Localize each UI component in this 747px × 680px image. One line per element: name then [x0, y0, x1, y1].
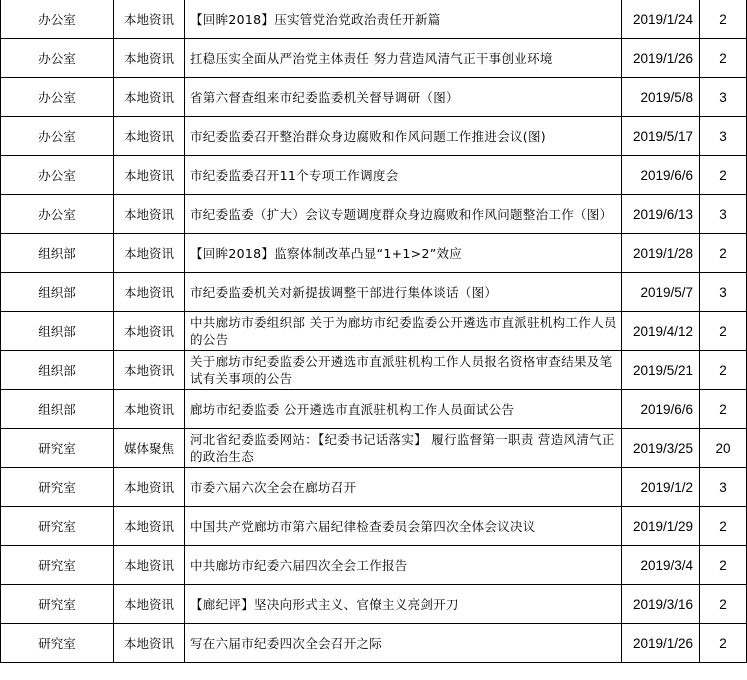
- department-cell: 组织部: [1, 312, 114, 351]
- department-cell: 研究室: [1, 585, 114, 624]
- category-cell: 本地资讯: [114, 195, 185, 234]
- title-cell: 市纪委监委（扩大）会议专题调度群众身边腐败和作风问题整治工作（图）: [185, 195, 622, 234]
- date-cell: 2019/6/6: [622, 390, 700, 429]
- count-cell: 2: [700, 351, 747, 390]
- title-cell: 【回眸2018】压实管党治党政治责任开新篇: [185, 0, 622, 39]
- table-row: [1, 39, 747, 78]
- table-row: [1, 468, 747, 507]
- count-cell: 2: [700, 234, 747, 273]
- count-cell: 2: [700, 0, 747, 39]
- count-cell: 3: [700, 195, 747, 234]
- table-row: [1, 0, 747, 39]
- title-cell: 市纪委监委召开整治群众身边腐败和作风问题工作推进会议(图): [185, 117, 622, 156]
- category-cell: 本地资讯: [114, 312, 185, 351]
- department-cell: 组织部: [1, 390, 114, 429]
- count-cell: 2: [700, 390, 747, 429]
- department-cell: 研究室: [1, 468, 114, 507]
- count-cell: 3: [700, 117, 747, 156]
- category-cell: 本地资讯: [114, 78, 185, 117]
- title-cell: 写在六届市纪委四次全会召开之际: [185, 624, 622, 663]
- date-cell: 2019/5/8: [622, 78, 700, 117]
- date-cell: 2019/4/12: [622, 312, 700, 351]
- count-cell: 3: [700, 468, 747, 507]
- count-cell: 3: [700, 273, 747, 312]
- department-cell: 组织部: [1, 273, 114, 312]
- date-cell: 2019/1/26: [622, 624, 700, 663]
- date-cell: 2019/3/25: [622, 429, 700, 468]
- category-cell: 媒体聚焦: [114, 429, 185, 468]
- table-row: [1, 390, 747, 429]
- date-cell: 2019/3/16: [622, 585, 700, 624]
- department-cell: 办公室: [1, 195, 114, 234]
- count-cell: 3: [700, 78, 747, 117]
- category-cell: 本地资讯: [114, 351, 185, 390]
- table-row: [1, 273, 747, 312]
- department-cell: 办公室: [1, 117, 114, 156]
- category-cell: 本地资讯: [114, 390, 185, 429]
- title-cell: 关于廊坊市纪委监委公开遴选市直派驻机构工作人员报名资格审查结果及笔试有关事项的公告: [185, 351, 622, 390]
- table-row: [1, 195, 747, 234]
- department-cell: 办公室: [1, 156, 114, 195]
- date-cell: 2019/6/6: [622, 156, 700, 195]
- category-cell: 本地资讯: [114, 234, 185, 273]
- title-cell: 中共廊坊市纪委六届四次全会工作报告: [185, 546, 622, 585]
- table-row: [1, 312, 747, 351]
- date-cell: 2019/1/2: [622, 468, 700, 507]
- count-cell: 2: [700, 156, 747, 195]
- table-row: [1, 585, 747, 624]
- department-cell: 组织部: [1, 234, 114, 273]
- count-cell: 2: [700, 585, 747, 624]
- date-cell: 2019/1/29: [622, 507, 700, 546]
- date-cell: 2019/6/13: [622, 195, 700, 234]
- title-cell: 市委六届六次全会在廊坊召开: [185, 468, 622, 507]
- title-cell: 【回眸2018】监察体制改革凸显“1+1>2”效应: [185, 234, 622, 273]
- date-cell: 2019/1/28: [622, 234, 700, 273]
- department-cell: 组织部: [1, 351, 114, 390]
- count-cell: 2: [700, 39, 747, 78]
- date-cell: 2019/1/24: [622, 0, 700, 39]
- department-cell: 办公室: [1, 78, 114, 117]
- category-cell: 本地资讯: [114, 39, 185, 78]
- category-cell: 本地资讯: [114, 546, 185, 585]
- department-cell: 研究室: [1, 546, 114, 585]
- category-cell: 本地资讯: [114, 156, 185, 195]
- date-cell: 2019/3/4: [622, 546, 700, 585]
- articles-table-body: [1, 0, 747, 663]
- title-cell: 【廊纪评】坚决向形式主义、官僚主义亮剑开刀: [185, 585, 622, 624]
- category-cell: 本地资讯: [114, 117, 185, 156]
- category-cell: 本地资讯: [114, 468, 185, 507]
- title-cell: 省第六督查组来市纪委监委机关督导调研（图）: [185, 78, 622, 117]
- table-row: [1, 546, 747, 585]
- category-cell: 本地资讯: [114, 585, 185, 624]
- category-cell: 本地资讯: [114, 0, 185, 39]
- title-cell: 市纪委监委召开11个专项工作调度会: [185, 156, 622, 195]
- count-cell: 2: [700, 546, 747, 585]
- table-row: [1, 624, 747, 663]
- count-cell: 2: [700, 312, 747, 351]
- date-cell: 2019/1/26: [622, 39, 700, 78]
- date-cell: 2019/5/7: [622, 273, 700, 312]
- category-cell: 本地资讯: [114, 273, 185, 312]
- count-cell: 20: [700, 429, 747, 468]
- table-row: [1, 234, 747, 273]
- department-cell: 办公室: [1, 39, 114, 78]
- title-cell: 扛稳压实全面从严治党主体责任 努力营造风清气正干事创业环境: [185, 39, 622, 78]
- title-cell: 市纪委监委机关对新提拔调整干部进行集体谈话（图）: [185, 273, 622, 312]
- count-cell: 2: [700, 624, 747, 663]
- date-cell: 2019/5/21: [622, 351, 700, 390]
- count-cell: 2: [700, 507, 747, 546]
- table-row: [1, 156, 747, 195]
- table-row: [1, 507, 747, 546]
- title-cell: 中共廊坊市委组织部 关于为廊坊市纪委监委公开遴选市直派驻机构工作人员的公告: [185, 312, 622, 351]
- date-cell: 2019/5/17: [622, 117, 700, 156]
- department-cell: 办公室: [1, 0, 114, 39]
- table-row: [1, 351, 747, 390]
- title-cell: 河北省纪委监委网站：【纪委书记话落实】 履行监督第一职责 营造风清气正的政治生态: [185, 429, 622, 468]
- department-cell: 研究室: [1, 429, 114, 468]
- table-row: [1, 78, 747, 117]
- table-row: [1, 429, 747, 468]
- title-cell: 廊坊市纪委监委 公开遴选市直派驻机构工作人员面试公告: [185, 390, 622, 429]
- title-cell: 中国共产党廊坊市第六届纪律检查委员会第四次全体会议决议: [185, 507, 622, 546]
- department-cell: 研究室: [1, 624, 114, 663]
- department-cell: 研究室: [1, 507, 114, 546]
- category-cell: 本地资讯: [114, 507, 185, 546]
- category-cell: 本地资讯: [114, 624, 185, 663]
- table-row: [1, 117, 747, 156]
